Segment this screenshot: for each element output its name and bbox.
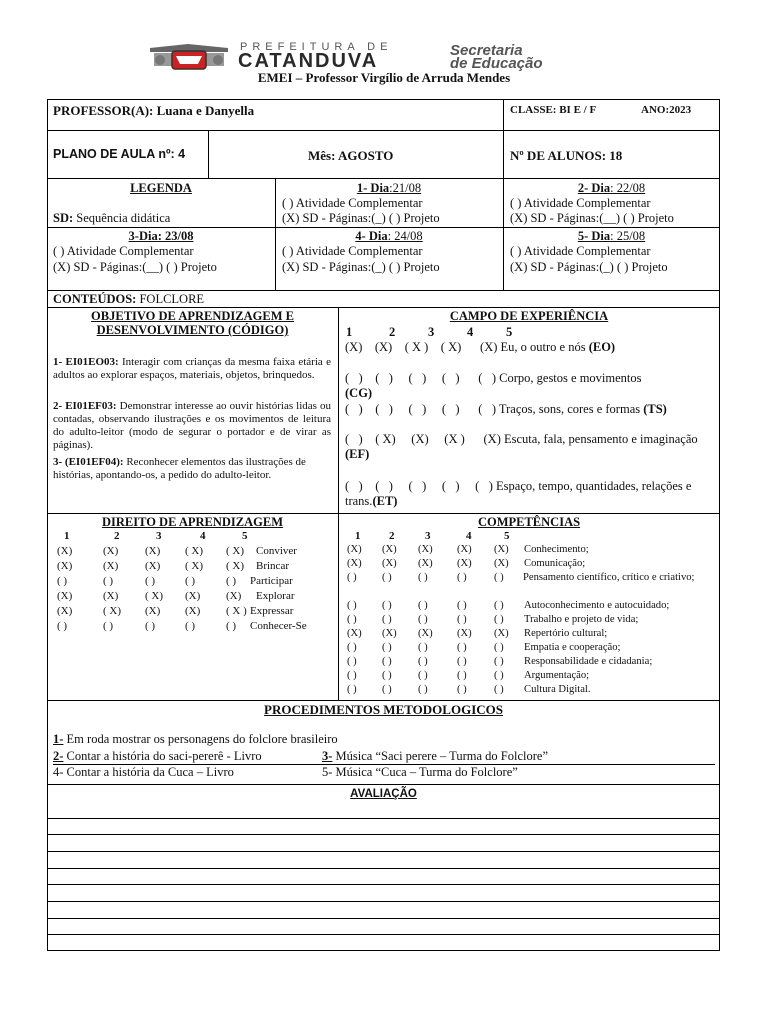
direito-mark: ( ) [185, 575, 196, 587]
competencia-mark: ( ) [494, 572, 504, 583]
procedimento-1 [53, 732, 338, 747]
direito-mark: ( ) [226, 620, 237, 632]
day-3-number: 3-Dia [128, 229, 158, 243]
competencia-mark: (X) [494, 558, 509, 569]
direito-mark: ( X) [103, 605, 122, 617]
competencias-title: COMPETÊNCIAS [477, 515, 581, 529]
direito-label: Expressar [250, 605, 294, 617]
objetivo-code: 3- (EI01EF04): [53, 456, 124, 468]
direito-mark: (X) [145, 545, 161, 557]
secretaria-line1: Secretaria [450, 42, 523, 59]
competencia-mark: (X) [347, 558, 362, 569]
procedimentos-title: PROCEDIMENTOS METODOLOGICOS [264, 702, 503, 717]
day-3-line1: ( ) Atividade Complementar [53, 244, 194, 258]
campo-code: (ET) [372, 494, 398, 508]
direito-label: Conviver [256, 545, 297, 557]
competencia-mark: ( ) [382, 600, 392, 611]
direito-col-1: 1 [64, 530, 70, 542]
day-2-line2: (X) SD - Páginas:(__) ( ) Projeto [510, 211, 674, 225]
competencia-mark: ( ) [418, 600, 428, 611]
alunos-label: Nº DE ALUNOS: [510, 148, 607, 163]
divider [47, 227, 720, 228]
campo-row [345, 479, 710, 509]
ano-field [641, 104, 691, 117]
direito-mark: ( ) [185, 620, 196, 632]
competencia-mark: ( ) [494, 656, 504, 667]
objetivo-code: 1- EI01EO03: [53, 356, 119, 368]
competencias-col-3: 3 [425, 530, 431, 542]
day-1-number: 1- Dia [356, 181, 390, 195]
day-3-line2: (X) SD - Páginas:(__) ( ) Projeto [53, 260, 217, 274]
competencia-mark: ( ) [382, 572, 392, 583]
procedimento-4: 4- Contar a história da Cuca – Livro [53, 765, 234, 779]
day-3-header [47, 229, 275, 244]
direito-title: DIREITO DE APRENDIZAGEM [101, 515, 284, 529]
competencia-mark: (X) [494, 544, 509, 555]
competencia-mark: ( ) [382, 670, 392, 681]
day-5-date: : 25/08 [610, 229, 646, 243]
day-5-line2: (X) SD - Páginas:(_) ( ) Projeto [510, 260, 668, 274]
objetivo-item [53, 356, 331, 382]
campo-row [345, 371, 642, 386]
evaluation-line [47, 834, 720, 835]
campo-marks: ( ) ( X) (X) (X ) (X) [345, 432, 501, 446]
campo-marks: ( ) ( ) ( ) ( ) ( ) [345, 371, 497, 385]
campo-title: CAMPO DE EXPERIÊNCIA [449, 309, 609, 323]
direito-label: Participar [250, 575, 293, 587]
professor-value: Luana e Danyella [156, 103, 255, 118]
direito-mark: (X) [145, 560, 161, 572]
school-name: EMEI – Professor Virgílio de Arruda Mendes [257, 70, 511, 85]
campo-code: (TS) [643, 402, 667, 416]
divider [503, 99, 504, 178]
objetivo-text: Interagir com crianças da mesma faixa etária e adultos ao explorar espaços, materiais, objetos, brinquedos. [53, 356, 331, 381]
direito-label: Explorar [256, 590, 295, 602]
classe-label: CLASSE: [510, 104, 557, 116]
campo-col-5: 5 [506, 325, 513, 339]
competencia-label: Pensamento científico, crítico e criativo; [523, 572, 695, 583]
sd-abbr: SD: [53, 211, 74, 225]
professor-field [53, 103, 254, 118]
procedimento-number: 2- [53, 749, 64, 763]
plano-label: PLANO DE AULA nº: [53, 147, 175, 161]
divider [47, 130, 720, 131]
campo-row [345, 402, 667, 417]
sd-text: Sequência didática [76, 211, 171, 225]
campo-col-3: 3 [428, 325, 435, 339]
competencia-label: Empatia e cooperação; [524, 642, 621, 653]
procedimento-5: 5- Música “Cuca – Turma do Folclore” [322, 765, 518, 779]
competencia-mark: ( ) [347, 656, 357, 667]
direito-mark: ( X) [145, 590, 164, 602]
divider [47, 700, 720, 701]
objetivo-item [53, 400, 331, 452]
day-4-number: 4- Dia [355, 229, 388, 243]
direito-col-4: 4 [200, 530, 206, 542]
competencia-mark: (X) [382, 558, 397, 569]
competencia-label: Responsabilidade e cidadania; [524, 656, 653, 667]
day-5-header [503, 229, 720, 244]
competencia-mark: ( ) [494, 670, 504, 681]
direito-mark: ( X ) [226, 605, 247, 617]
direito-mark: (X) [103, 590, 119, 602]
competencia-label: Trabalho e projeto de vida; [524, 614, 639, 625]
competencia-mark: ( ) [418, 656, 428, 667]
day-3-date: : 23/08 [157, 229, 194, 243]
procedimento-text: Em roda mostrar os personagens do folclore brasileiro [63, 732, 338, 746]
plano-field [53, 147, 185, 162]
crest-icon [148, 42, 230, 70]
divider [47, 178, 720, 179]
direito-col-3: 3 [156, 530, 162, 542]
city-name: CATANDUVA [238, 50, 379, 72]
professor-label: PROFESSOR(A): [53, 103, 154, 118]
direito-mark: (X) [103, 545, 119, 557]
direito-mark: (X) [226, 590, 242, 602]
classe-field [510, 104, 596, 117]
direito-mark: ( ) [57, 575, 68, 587]
direito-mark: (X) [57, 560, 73, 572]
competencia-mark: ( ) [494, 614, 504, 625]
campo-col-1: 1 [346, 325, 353, 339]
direito-mark: ( ) [57, 620, 68, 632]
mes-label: Mês: [308, 148, 336, 163]
conteudos-field [53, 292, 204, 307]
competencia-mark: ( ) [494, 600, 504, 611]
legend-sd [53, 211, 170, 226]
campo-code: (CG) [345, 386, 373, 400]
competencia-mark: ( ) [418, 614, 428, 625]
day-2-number: 2- Dia [577, 181, 611, 195]
direito-mark: (X) [185, 605, 201, 617]
competencia-mark: ( ) [347, 572, 357, 583]
day-4-date: : 24/08 [387, 229, 423, 243]
competencia-label: Cultura Digital. [524, 684, 591, 695]
competencia-label: Argumentação; [524, 670, 590, 681]
divider [47, 513, 720, 514]
competencia-mark: ( ) [418, 642, 428, 653]
competencia-mark: (X) [457, 628, 472, 639]
catanduva-logo [148, 42, 230, 70]
direito-mark: ( X) [185, 545, 204, 557]
objetivos-title-2: DESENVOLVIMENTO (CÓDIGO) [96, 323, 289, 337]
competencia-mark: ( ) [382, 684, 392, 695]
ano-label: ANO: [641, 104, 670, 116]
direito-mark: (X) [57, 605, 73, 617]
competencia-mark: (X) [494, 628, 509, 639]
campo-code: (EO) [588, 340, 616, 354]
day-5-line1: ( ) Atividade Complementar [510, 244, 651, 258]
competencia-mark: ( ) [347, 684, 357, 695]
day-1-line2: (X) SD - Páginas:(_) ( ) Projeto [282, 211, 440, 225]
campo-label: Corpo, gestos e movimentos [499, 371, 642, 385]
direito-mark: (X) [185, 590, 201, 602]
avaliacao-title: AVALIAÇÃO [350, 788, 417, 800]
procedimento-2 [53, 749, 262, 764]
competencia-label: Autoconhecimento e autocuidado; [524, 600, 670, 611]
competencia-mark: ( ) [382, 642, 392, 653]
competencia-mark: ( ) [347, 614, 357, 625]
conteudos-value: FOLCLORE [139, 292, 205, 306]
procedimento-3 [322, 749, 548, 764]
competencia-mark: ( ) [418, 684, 428, 695]
campo-col-4: 4 [467, 325, 474, 339]
campo-marks: ( ) ( ) ( ) ( ) ( ) [345, 479, 493, 493]
competencia-mark: ( ) [382, 656, 392, 667]
divider [47, 784, 720, 785]
evaluation-line [47, 901, 720, 902]
evaluation-line [47, 934, 720, 935]
campo-row [345, 340, 615, 355]
direito-mark: ( ) [226, 575, 237, 587]
competencia-mark: ( ) [457, 614, 467, 625]
competencia-mark: ( ) [457, 656, 467, 667]
competencia-mark: ( ) [418, 670, 428, 681]
competencia-mark: (X) [382, 628, 397, 639]
campo-code: (EF) [345, 447, 370, 461]
competencia-mark: ( ) [382, 614, 392, 625]
direito-mark: ( X) [226, 560, 245, 572]
divider [47, 307, 720, 308]
day-1-date: :21/08 [389, 181, 422, 195]
competencia-mark: ( ) [457, 642, 467, 653]
campo-row [345, 432, 710, 462]
procedimento-number: 3- [322, 749, 333, 763]
day-4-line2: (X) SD - Páginas:(_) ( ) Projeto [282, 260, 440, 274]
competencias-col-4: 4 [466, 530, 472, 542]
day-2-date: : 22/08 [610, 181, 646, 195]
campo-col-2: 2 [389, 325, 396, 339]
alunos-value: 18 [609, 148, 623, 163]
procedimento-text: Contar a história do saci-pererê - Livro [63, 749, 262, 763]
evaluation-line [47, 918, 720, 919]
campo-label: Eu, o outro e nós [500, 340, 586, 354]
competencia-mark: (X) [457, 544, 472, 555]
competencias-col-5: 5 [504, 530, 510, 542]
campo-label: Traços, sons, cores e formas [498, 402, 641, 416]
alunos-field [510, 148, 622, 163]
campo-marks: ( ) ( ) ( ) ( ) ( ) [345, 402, 497, 416]
competencia-label: Comunicação; [524, 558, 586, 569]
procedimento-number: 1- [53, 732, 64, 746]
competencia-mark: ( ) [457, 670, 467, 681]
competencia-mark: (X) [418, 558, 433, 569]
competencia-mark: ( ) [457, 684, 467, 695]
mes-field [308, 148, 393, 163]
secretaria-line2: de Educação [450, 55, 543, 72]
objetivo-text: Demonstrar interesse ao ouvir histórias lidas ou contadas, observando ilustrações e os movimentos de leitura do adulto-leitor (modo de segurar o portador e de virar as páginas). [53, 400, 332, 451]
divider [208, 130, 209, 178]
direito-mark: ( X) [226, 545, 245, 557]
direito-mark: ( ) [145, 620, 156, 632]
competencia-mark: ( ) [347, 670, 357, 681]
direito-mark: (X) [145, 605, 161, 617]
campo-label: Espaço, tempo, quantidades, relações e trans. [345, 479, 692, 508]
competencias-col-2: 2 [389, 530, 395, 542]
day-2-line1: ( ) Atividade Complementar [510, 196, 651, 210]
direito-mark: (X) [57, 545, 73, 557]
direito-mark: ( X) [185, 560, 204, 572]
day-1-line1: ( ) Atividade Complementar [282, 196, 423, 210]
day-4-line1: ( ) Atividade Complementar [282, 244, 423, 258]
classe-value: BI E / F [559, 104, 597, 116]
competencias-col-1: 1 [355, 530, 361, 542]
direito-mark: ( ) [145, 575, 156, 587]
direito-mark: (X) [57, 590, 73, 602]
plano-value: 4 [178, 147, 186, 161]
competencia-mark: ( ) [418, 572, 428, 583]
mes-value: AGOSTO [337, 148, 394, 163]
competencia-mark: ( ) [457, 600, 467, 611]
day-4-header [275, 229, 503, 244]
competencia-mark: ( ) [457, 572, 467, 583]
direito-label: Brincar [256, 560, 289, 572]
competencia-label: Conhecimento; [524, 544, 589, 555]
competencia-mark: (X) [457, 558, 472, 569]
evaluation-line [47, 851, 720, 852]
conteudos-label: CONTEÚDOS: [53, 292, 137, 306]
legend-title: LEGENDA [130, 181, 192, 195]
competencia-mark: (X) [418, 544, 433, 555]
competencia-mark: (X) [347, 628, 362, 639]
divider [47, 290, 720, 291]
competencia-mark: ( ) [494, 642, 504, 653]
objetivo-code: 2- EI01EF03: [53, 400, 117, 412]
direito-col-5: 5 [242, 530, 248, 542]
competencia-mark: ( ) [347, 600, 357, 611]
ano-value: 2023 [669, 104, 692, 116]
competencia-label: Repertório cultural; [524, 628, 608, 639]
campo-label: Escuta, fala, pensamento e imaginação [503, 432, 698, 446]
competencia-mark: ( ) [494, 684, 504, 695]
competencia-mark: ( ) [347, 642, 357, 653]
objetivo-text: Reconhecer elementos das ilustrações de histórias, apontando-os, a pedido do adulto-leitor. [53, 456, 306, 481]
evaluation-line [47, 868, 720, 869]
competencia-mark: (X) [347, 544, 362, 555]
competencia-mark: (X) [382, 544, 397, 555]
direito-mark: ( ) [103, 575, 114, 587]
day-2-header [503, 181, 720, 196]
divider [338, 307, 339, 700]
objetivos-title-1: OBJETIVO DE APRENDIZAGEM E [91, 309, 294, 323]
day-5-number: 5- Dia [577, 229, 611, 243]
day-1-header [275, 181, 503, 196]
evaluation-line [47, 818, 720, 819]
direito-col-2: 2 [114, 530, 120, 542]
evaluation-line [47, 884, 720, 885]
direito-mark: (X) [103, 560, 119, 572]
competencia-mark: (X) [418, 628, 433, 639]
campo-marks: (X) (X) ( X ) ( X) (X) [345, 340, 498, 354]
procedimento-text: Música “Saci perere – Turma do Folclore” [332, 749, 548, 763]
direito-label: Conhecer-Se [250, 620, 307, 632]
prefeitura-label: PREFEITURA DE [240, 41, 393, 53]
direito-mark: ( ) [103, 620, 114, 632]
objetivo-item [53, 456, 331, 482]
